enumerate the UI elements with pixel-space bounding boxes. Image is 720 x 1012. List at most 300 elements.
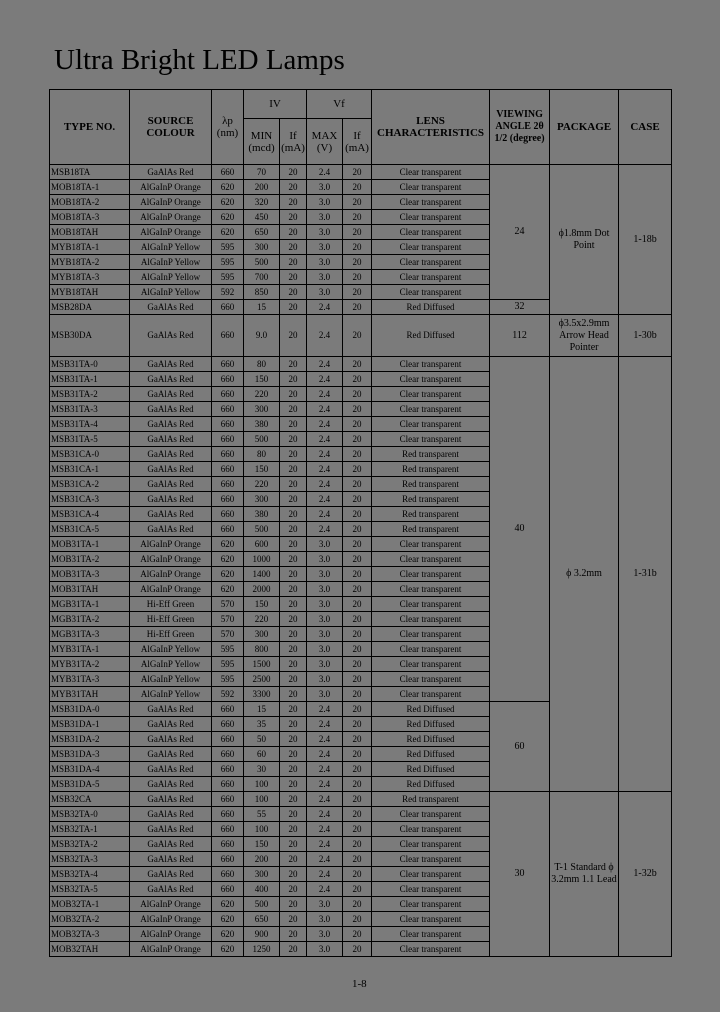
cell-source: GaAlAs Red <box>130 432 212 447</box>
cell-vf-if: 20 <box>343 627 372 642</box>
cell-iv-if: 20 <box>280 417 307 432</box>
cell-type: MSB31DA-5 <box>50 777 130 792</box>
cell-vf-if: 20 <box>343 882 372 897</box>
cell-lens: Clear transparent <box>372 552 490 567</box>
cell-source: Hi-Eff Green <box>130 627 212 642</box>
cell-lambda: 660 <box>212 165 244 180</box>
cell-vf-if: 20 <box>343 717 372 732</box>
cell-iv-if: 20 <box>280 927 307 942</box>
cell-iv-min: 450 <box>244 210 280 225</box>
cell-viewing-angle: 24 <box>490 165 550 300</box>
cell-vf-if: 20 <box>343 462 372 477</box>
cell-vf-if: 20 <box>343 837 372 852</box>
cell-type: MOB18TAH <box>50 225 130 240</box>
cell-vf-max: 2.4 <box>307 165 343 180</box>
cell-iv-min: 150 <box>244 597 280 612</box>
cell-vf-max: 2.4 <box>307 300 343 315</box>
cell-iv-min: 80 <box>244 447 280 462</box>
cell-lens: Clear transparent <box>372 180 490 195</box>
cell-type: MYB31TA-3 <box>50 672 130 687</box>
cell-type: MSB32TA-2 <box>50 837 130 852</box>
cell-vf-if: 20 <box>343 477 372 492</box>
cell-viewing-angle: 112 <box>490 315 550 357</box>
cell-vf-if: 20 <box>343 537 372 552</box>
cell-lens: Clear transparent <box>372 672 490 687</box>
cell-lens: Red Diffused <box>372 732 490 747</box>
cell-lens: Clear transparent <box>372 942 490 957</box>
cell-iv-min: 15 <box>244 300 280 315</box>
cell-type: MYB18TA-2 <box>50 255 130 270</box>
cell-vf-max: 2.4 <box>307 432 343 447</box>
cell-iv-if: 20 <box>280 582 307 597</box>
cell-type: MSB32TA-5 <box>50 882 130 897</box>
cell-lens: Clear transparent <box>372 897 490 912</box>
cell-lambda: 660 <box>212 387 244 402</box>
cell-lambda: 660 <box>212 300 244 315</box>
cell-type: MOB32TA-1 <box>50 897 130 912</box>
cell-lens: Red Diffused <box>372 315 490 357</box>
cell-vf-if: 20 <box>343 897 372 912</box>
cell-vf-max: 2.4 <box>307 792 343 807</box>
cell-type: MSB28DA <box>50 300 130 315</box>
cell-type: MOB31TAH <box>50 582 130 597</box>
cell-type: MSB31TA-0 <box>50 357 130 372</box>
cell-source: GaAlAs Red <box>130 822 212 837</box>
cell-vf-max: 3.0 <box>307 642 343 657</box>
table-row <box>50 165 672 180</box>
cell-source: AlGaInP Orange <box>130 897 212 912</box>
cell-vf-if: 20 <box>343 822 372 837</box>
cell-type: MOB31TA-1 <box>50 537 130 552</box>
cell-iv-if: 20 <box>280 792 307 807</box>
cell-lens: Clear transparent <box>372 822 490 837</box>
cell-iv-if: 20 <box>280 240 307 255</box>
cell-vf-if: 20 <box>343 402 372 417</box>
cell-lens: Clear transparent <box>372 225 490 240</box>
cell-type: MSB32TA-4 <box>50 867 130 882</box>
cell-source: GaAlAs Red <box>130 747 212 762</box>
cell-iv-if: 20 <box>280 657 307 672</box>
cell-type: MSB31TA-1 <box>50 372 130 387</box>
cell-iv-min: 1400 <box>244 567 280 582</box>
header-lens: LENS CHARACTERISTICS <box>372 90 490 165</box>
cell-iv-if: 20 <box>280 747 307 762</box>
cell-source: AlGaInP Orange <box>130 537 212 552</box>
cell-iv-if: 20 <box>280 255 307 270</box>
cell-vf-max: 2.4 <box>307 822 343 837</box>
cell-lens: Red transparent <box>372 792 490 807</box>
cell-vf-if: 20 <box>343 597 372 612</box>
cell-lens: Red transparent <box>372 522 490 537</box>
cell-vf-max: 3.0 <box>307 597 343 612</box>
cell-lambda: 660 <box>212 357 244 372</box>
cell-type: MSB18TA <box>50 165 130 180</box>
cell-iv-if: 20 <box>280 270 307 285</box>
cell-lens: Clear transparent <box>372 372 490 387</box>
cell-vf-max: 3.0 <box>307 255 343 270</box>
cell-vf-if: 20 <box>343 867 372 882</box>
cell-source: GaAlAs Red <box>130 777 212 792</box>
cell-lambda: 660 <box>212 315 244 357</box>
cell-type: MOB31TA-3 <box>50 567 130 582</box>
cell-vf-if: 20 <box>343 927 372 942</box>
cell-lens: Clear transparent <box>372 582 490 597</box>
cell-type: MOB18TA-2 <box>50 195 130 210</box>
cell-vf-if: 20 <box>343 567 372 582</box>
cell-iv-if: 20 <box>280 567 307 582</box>
cell-vf-if: 20 <box>343 777 372 792</box>
cell-type: MYB31TA-2 <box>50 657 130 672</box>
cell-source: GaAlAs Red <box>130 792 212 807</box>
cell-iv-min: 150 <box>244 837 280 852</box>
cell-vf-max: 2.4 <box>307 492 343 507</box>
cell-source: AlGaInP Orange <box>130 927 212 942</box>
cell-vf-max: 3.0 <box>307 270 343 285</box>
cell-vf-if: 20 <box>343 642 372 657</box>
cell-type: MYB18TAH <box>50 285 130 300</box>
cell-iv-if: 20 <box>280 315 307 357</box>
cell-source: GaAlAs Red <box>130 492 212 507</box>
cell-iv-if: 20 <box>280 687 307 702</box>
cell-lens: Clear transparent <box>372 240 490 255</box>
cell-iv-min: 9.0 <box>244 315 280 357</box>
cell-vf-max: 3.0 <box>307 240 343 255</box>
cell-iv-if: 20 <box>280 837 307 852</box>
cell-type: MYB18TA-1 <box>50 240 130 255</box>
cell-vf-if: 20 <box>343 285 372 300</box>
cell-vf-if: 20 <box>343 657 372 672</box>
cell-lens: Clear transparent <box>372 357 490 372</box>
cell-vf-if: 20 <box>343 612 372 627</box>
cell-vf-if: 20 <box>343 165 372 180</box>
cell-type: MSB30DA <box>50 315 130 357</box>
cell-lens: Red transparent <box>372 462 490 477</box>
cell-vf-max: 2.4 <box>307 882 343 897</box>
cell-source: AlGaInP Orange <box>130 195 212 210</box>
cell-iv-min: 150 <box>244 462 280 477</box>
cell-source: AlGaInP Orange <box>130 180 212 195</box>
cell-vf-max: 3.0 <box>307 285 343 300</box>
cell-source: GaAlAs Red <box>130 702 212 717</box>
cell-lambda: 620 <box>212 582 244 597</box>
cell-package: ϕ 3.2mm <box>550 357 619 792</box>
cell-iv-min: 60 <box>244 747 280 762</box>
cell-vf-max: 3.0 <box>307 687 343 702</box>
cell-vf-max: 3.0 <box>307 210 343 225</box>
cell-vf-max: 3.0 <box>307 567 343 582</box>
cell-source: AlGaInP Orange <box>130 225 212 240</box>
cell-vf-if: 20 <box>343 447 372 462</box>
cell-type: MSB32TA-0 <box>50 807 130 822</box>
cell-iv-if: 20 <box>280 717 307 732</box>
cell-lambda: 620 <box>212 927 244 942</box>
cell-vf-if: 20 <box>343 255 372 270</box>
cell-type: MSB31CA-0 <box>50 447 130 462</box>
cell-lambda: 660 <box>212 522 244 537</box>
cell-iv-if: 20 <box>280 642 307 657</box>
cell-lambda: 660 <box>212 867 244 882</box>
cell-lens: Clear transparent <box>372 657 490 672</box>
cell-vf-max: 2.4 <box>307 867 343 882</box>
cell-iv-min: 500 <box>244 897 280 912</box>
cell-iv-if: 20 <box>280 597 307 612</box>
cell-vf-max: 2.4 <box>307 447 343 462</box>
cell-lambda: 660 <box>212 822 244 837</box>
cell-iv-min: 80 <box>244 357 280 372</box>
cell-lens: Clear transparent <box>372 537 490 552</box>
cell-iv-min: 50 <box>244 732 280 747</box>
cell-source: GaAlAs Red <box>130 165 212 180</box>
cell-type: MSB31CA-2 <box>50 477 130 492</box>
cell-iv-if: 20 <box>280 225 307 240</box>
cell-lambda: 620 <box>212 897 244 912</box>
cell-source: GaAlAs Red <box>130 852 212 867</box>
cell-source: GaAlAs Red <box>130 507 212 522</box>
cell-vf-max: 2.4 <box>307 402 343 417</box>
cell-vf-if: 20 <box>343 747 372 762</box>
cell-iv-if: 20 <box>280 372 307 387</box>
cell-lambda: 620 <box>212 552 244 567</box>
cell-type: MSB31CA-3 <box>50 492 130 507</box>
cell-iv-if: 20 <box>280 432 307 447</box>
cell-iv-min: 100 <box>244 822 280 837</box>
cell-iv-min: 1500 <box>244 657 280 672</box>
cell-vf-if: 20 <box>343 522 372 537</box>
cell-vf-if: 20 <box>343 432 372 447</box>
cell-lens: Clear transparent <box>372 912 490 927</box>
cell-source: GaAlAs Red <box>130 300 212 315</box>
cell-viewing-angle: 60 <box>490 702 550 792</box>
cell-case: 1-32b <box>619 792 672 957</box>
cell-source: GaAlAs Red <box>130 357 212 372</box>
cell-vf-if: 20 <box>343 732 372 747</box>
cell-lambda: 660 <box>212 717 244 732</box>
cell-iv-min: 220 <box>244 387 280 402</box>
cell-iv-min: 600 <box>244 537 280 552</box>
cell-type: MSB31CA-4 <box>50 507 130 522</box>
cell-vf-max: 3.0 <box>307 657 343 672</box>
page-number: 1-8 <box>352 978 367 990</box>
cell-vf-max: 2.4 <box>307 852 343 867</box>
cell-iv-min: 300 <box>244 492 280 507</box>
cell-package: T-1 Standard ϕ 3.2mm 1.1 Lead <box>550 792 619 957</box>
cell-vf-if: 20 <box>343 912 372 927</box>
cell-lambda: 595 <box>212 657 244 672</box>
cell-lambda: 660 <box>212 507 244 522</box>
cell-lens: Clear transparent <box>372 852 490 867</box>
cell-iv-min: 900 <box>244 927 280 942</box>
cell-lens: Clear transparent <box>372 255 490 270</box>
cell-lens: Red transparent <box>372 507 490 522</box>
cell-lambda: 595 <box>212 672 244 687</box>
cell-iv-if: 20 <box>280 210 307 225</box>
cell-iv-min: 1000 <box>244 552 280 567</box>
cell-iv-if: 20 <box>280 882 307 897</box>
cell-lambda: 660 <box>212 462 244 477</box>
cell-lens: Clear transparent <box>372 807 490 822</box>
cell-source: AlGaInP Yellow <box>130 672 212 687</box>
cell-type: MOB32TAH <box>50 942 130 957</box>
cell-case: 1-31b <box>619 357 672 792</box>
cell-source: AlGaInP Yellow <box>130 240 212 255</box>
cell-lambda: 620 <box>212 180 244 195</box>
cell-type: MOB31TA-2 <box>50 552 130 567</box>
cell-iv-if: 20 <box>280 867 307 882</box>
cell-vf-max: 3.0 <box>307 612 343 627</box>
cell-vf-max: 3.0 <box>307 537 343 552</box>
cell-source: GaAlAs Red <box>130 477 212 492</box>
cell-type: MSB31DA-4 <box>50 762 130 777</box>
cell-iv-if: 20 <box>280 942 307 957</box>
cell-iv-if: 20 <box>280 852 307 867</box>
cell-case: 1-30b <box>619 315 672 357</box>
cell-iv-if: 20 <box>280 180 307 195</box>
cell-lambda: 620 <box>212 912 244 927</box>
page-title: Ultra Bright LED Lamps <box>54 44 345 76</box>
cell-lambda: 570 <box>212 612 244 627</box>
cell-vf-if: 20 <box>343 195 372 210</box>
cell-iv-if: 20 <box>280 762 307 777</box>
cell-iv-if: 20 <box>280 777 307 792</box>
cell-lens: Clear transparent <box>372 285 490 300</box>
cell-type: MSB31CA-1 <box>50 462 130 477</box>
cell-vf-if: 20 <box>343 357 372 372</box>
cell-vf-max: 2.4 <box>307 747 343 762</box>
cell-source: AlGaInP Orange <box>130 567 212 582</box>
cell-type: MSB32TA-1 <box>50 822 130 837</box>
cell-vf-max: 2.4 <box>307 387 343 402</box>
cell-iv-min: 500 <box>244 432 280 447</box>
cell-vf-if: 20 <box>343 225 372 240</box>
cell-vf-if: 20 <box>343 792 372 807</box>
cell-lambda: 660 <box>212 372 244 387</box>
cell-lambda: 620 <box>212 567 244 582</box>
cell-iv-min: 500 <box>244 255 280 270</box>
cell-iv-min: 2500 <box>244 672 280 687</box>
cell-vf-max: 2.4 <box>307 732 343 747</box>
cell-vf-if: 20 <box>343 210 372 225</box>
cell-iv-min: 1250 <box>244 942 280 957</box>
cell-source: AlGaInP Yellow <box>130 657 212 672</box>
cell-vf-if: 20 <box>343 672 372 687</box>
cell-lambda: 660 <box>212 807 244 822</box>
cell-package: ϕ3.5x2.9mm Arrow Head Pointer <box>550 315 619 357</box>
cell-iv-min: 100 <box>244 792 280 807</box>
cell-iv-min: 150 <box>244 372 280 387</box>
cell-iv-min: 300 <box>244 240 280 255</box>
cell-iv-min: 100 <box>244 777 280 792</box>
cell-iv-if: 20 <box>280 522 307 537</box>
cell-vf-if: 20 <box>343 417 372 432</box>
cell-iv-if: 20 <box>280 807 307 822</box>
cell-vf-if: 20 <box>343 552 372 567</box>
cell-iv-min: 850 <box>244 285 280 300</box>
cell-source: GaAlAs Red <box>130 417 212 432</box>
cell-lambda: 660 <box>212 702 244 717</box>
cell-iv-min: 35 <box>244 717 280 732</box>
cell-iv-if: 20 <box>280 702 307 717</box>
cell-source: GaAlAs Red <box>130 447 212 462</box>
cell-type: MGB31TA-3 <box>50 627 130 642</box>
cell-iv-if: 20 <box>280 552 307 567</box>
cell-lens: Clear transparent <box>372 597 490 612</box>
table-row <box>50 792 672 807</box>
cell-type: MYB18TA-3 <box>50 270 130 285</box>
cell-vf-max: 2.4 <box>307 777 343 792</box>
cell-source: AlGaInP Yellow <box>130 642 212 657</box>
cell-type: MOB32TA-2 <box>50 912 130 927</box>
cell-lens: Red Diffused <box>372 717 490 732</box>
led-spec-table <box>49 89 672 957</box>
cell-lambda: 660 <box>212 732 244 747</box>
cell-iv-min: 380 <box>244 417 280 432</box>
cell-lambda: 595 <box>212 642 244 657</box>
cell-iv-min: 70 <box>244 165 280 180</box>
cell-lens: Red Diffused <box>372 702 490 717</box>
cell-iv-if: 20 <box>280 462 307 477</box>
cell-iv-min: 3300 <box>244 687 280 702</box>
cell-type: MOB18TA-1 <box>50 180 130 195</box>
cell-iv-if: 20 <box>280 387 307 402</box>
header-type-no: TYPE NO. <box>50 90 130 165</box>
cell-iv-if: 20 <box>280 612 307 627</box>
cell-vf-max: 2.4 <box>307 357 343 372</box>
cell-lens: Red Diffused <box>372 777 490 792</box>
cell-iv-if: 20 <box>280 165 307 180</box>
cell-source: AlGaInP Orange <box>130 552 212 567</box>
cell-lens: Clear transparent <box>372 612 490 627</box>
cell-source: GaAlAs Red <box>130 522 212 537</box>
cell-type: MSB32TA-3 <box>50 852 130 867</box>
cell-vf-max: 3.0 <box>307 927 343 942</box>
cell-vf-max: 2.4 <box>307 522 343 537</box>
header-vf-max: MAX (V) <box>307 119 343 165</box>
header-vf: Vf <box>307 90 372 119</box>
cell-lens: Clear transparent <box>372 627 490 642</box>
cell-iv-if: 20 <box>280 477 307 492</box>
cell-vf-max: 2.4 <box>307 762 343 777</box>
cell-lambda: 660 <box>212 402 244 417</box>
cell-vf-max: 3.0 <box>307 672 343 687</box>
cell-iv-min: 650 <box>244 912 280 927</box>
cell-vf-max: 3.0 <box>307 912 343 927</box>
cell-vf-if: 20 <box>343 582 372 597</box>
cell-type: MSB31TA-3 <box>50 402 130 417</box>
header-source-colour: SOURCE COLOUR <box>130 90 212 165</box>
cell-lambda: 595 <box>212 270 244 285</box>
cell-lens: Clear transparent <box>372 387 490 402</box>
cell-lens: Clear transparent <box>372 210 490 225</box>
cell-vf-if: 20 <box>343 240 372 255</box>
cell-iv-if: 20 <box>280 402 307 417</box>
cell-type: MSB31DA-3 <box>50 747 130 762</box>
header-iv-if: If (mA) <box>280 119 307 165</box>
cell-lambda: 595 <box>212 255 244 270</box>
header-case: CASE <box>619 90 672 165</box>
cell-source: GaAlAs Red <box>130 462 212 477</box>
cell-lambda: 660 <box>212 762 244 777</box>
cell-source: GaAlAs Red <box>130 372 212 387</box>
cell-iv-min: 320 <box>244 195 280 210</box>
cell-type: MSB31TA-5 <box>50 432 130 447</box>
cell-lens: Clear transparent <box>372 567 490 582</box>
cell-lambda: 660 <box>212 492 244 507</box>
cell-vf-if: 20 <box>343 270 372 285</box>
cell-lambda: 592 <box>212 285 244 300</box>
cell-vf-max: 3.0 <box>307 627 343 642</box>
cell-lens: Clear transparent <box>372 165 490 180</box>
cell-vf-max: 2.4 <box>307 462 343 477</box>
